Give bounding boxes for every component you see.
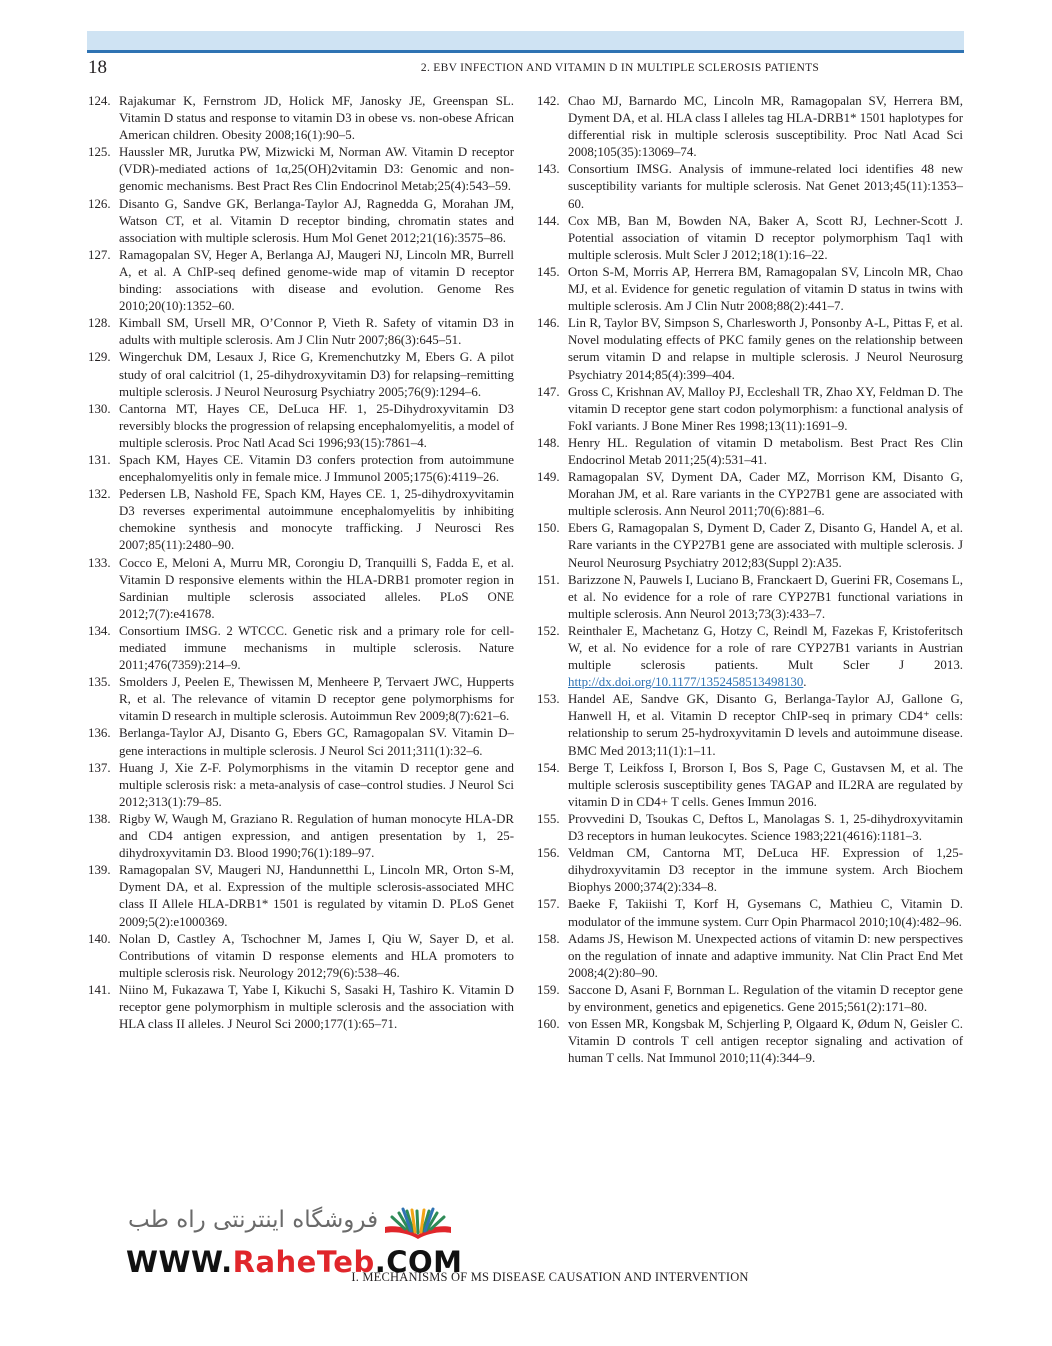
reference-number: 149.: [537, 470, 560, 485]
reference-entry: [88, 247, 514, 315]
reference-text: Haussler MR, Jurutka PW, Mizwicki M, Norman AW. Vitamin D receptor (VDR)-mediated actions of 1α,25(OH)2vitamin D3: Genomic and non-genomic mechanisms. Best Pract Res Clin Endocrinol Metab;25(4):543–59.: [119, 145, 514, 194]
reference-text: Baeke F, Takiishi T, Korf H, Gysemans C, Mathieu C, Vitamin D. modulator of the immune system. Curr Opin Pharmacol 2010;10(4):482–96.: [568, 897, 963, 929]
reference-number: 150.: [537, 521, 560, 536]
header-band: [87, 31, 964, 51]
reference-text: Chao MJ, Barnardo MC, Lincoln MR, Ramagopalan SV, Herrera BM, Dyment DA, et al. HLA class I alleles tag HLA-DRB1* 1501 haplotypes for differential risk in multiple sclerosis susceptibility. Proc Natl Acad Sci 2008;105(35):13069–74.: [568, 94, 963, 160]
reference-number: 124.: [88, 94, 111, 108]
reference-entry: [88, 931, 514, 982]
reference-entry: [537, 572, 963, 623]
reference-number: 158.: [537, 931, 560, 946]
reference-entry: [537, 1016, 963, 1067]
reference-entry: [537, 691, 963, 759]
reference-text: Ramagopalan SV, Heger A, Berlanga AJ, Maugeri NJ, Lincoln MR, Burrell A, et al. A ChIP-seq defined genome-wide map of vitamin D receptor binding: associations with disease and evolution. Genome Res 2010;20(10):1352–60.: [119, 247, 514, 314]
reference-number: 126.: [88, 196, 111, 211]
reference-text: Ramagopalan SV, Maugeri NJ, Handunnetthi L, Lincoln MR, Orton S-M, Dyment DA, et al. Expression of the multiple sclerosis-associated MHC class II Allele HLA-DRB1* 1501 is regulated by vitamin D. PLoS Genet 2009;5(2):e1000369.: [119, 863, 514, 929]
reference-entry: [537, 896, 963, 930]
reference-number: 129.: [88, 350, 111, 365]
reference-text: von Essen MR, Kongsbak M, Schjerling P, Olgaard K, Ødum N, Geisler C. Vitamin D controls T cell antigen receptor signaling and activation of human T cells. Nat Immunol 2010;11(4):344–9.: [568, 1017, 963, 1066]
reference-number: 138.: [88, 811, 111, 826]
reference-text: Reinthaler E, Machetanz G, Hotzy C, Reindl M, Fazekas F, Kristoferitsch W, et al. No evidence for a role of rare CYP27B1 variants in Austrian multiple sclerosis patients. Mult Scler J 2013. http://dx.doi.org/10.1177/1352458513498130.: [568, 623, 963, 690]
reference-entry: [88, 862, 514, 930]
reference-text: Kimball SM, Ursell MR, O’Connor P, Vieth R. Safety of vitamin D3 in adults with multiple sclerosis. Am J Clin Nutr 2007;86(3):645–51.: [119, 316, 514, 348]
reference-entry: [88, 349, 514, 400]
reference-text: Huang J, Xie Z-F. Polymorphisms in the vitamin D receptor gene and multiple sclerosis risk: a meta-analysis of case–control studies. J Neurol Sci 2012;313(1):79–85.: [119, 760, 514, 809]
reference-entry: [537, 469, 963, 520]
doi-link[interactable]: http://dx.doi.org/10.1177/1352458513498130: [568, 675, 804, 690]
reference-text: Rajakumar K, Fernstrom JD, Holick MF, Janosky JE, Greenspan SL. Vitamin D status and response to vitamin D3 in obese vs. non-obese African American children. Obesity 2008;16(1):90–5.: [119, 94, 514, 143]
reference-text: Ramagopalan SV, Dyment DA, Cader MZ, Morrison KM, Disanto G, Morahan JM, et al. Rare variants in the CYP27B1 gene are associated with multiple sclerosis. Ann Neurol 2011;70(6):881–6.: [568, 470, 963, 519]
reference-number: 146.: [537, 316, 560, 331]
reference-entry: [537, 760, 963, 811]
reference-text: Cocco E, Meloni A, Murru MR, Corongiu D, Tranquilli S, Fadda E, et al. Vitamin D responsive elements within the HLA-DRB1 promoter region in Sardinian multiple sclerosis associated alleles. PLoS ONE 2012;7(7):e41678.: [119, 555, 514, 621]
reference-text: Rigby W, Waugh M, Graziano R. Regulation of human monocyte HLA-DR and CD4 antigen expression, and antigen presentation by 1, 25-dihydroxyvitamin D3. Blood 1990;76(1):189–97.: [119, 811, 514, 861]
reference-number: 151.: [537, 572, 560, 587]
reference-number: 160.: [537, 1017, 560, 1032]
reference-number: 159.: [537, 982, 560, 997]
reference-entry: [88, 401, 514, 452]
reference-text: Handel AE, Sandve GK, Disanto G, Berlanga-Taylor AJ, Gallone G, Hanwell H, et al. Vitamin D receptor ChIP-seq in primary CD4⁺ cells: relationship to serum 25-hydroxyvitamin D levels and autoimmune disease. BMC Med 2013;11(1):1–11.: [568, 692, 963, 758]
reference-text: Niino M, Fukazawa T, Yabe I, Kikuchi S, Sasaki H, Tashiro K. Vitamin D receptor gene polymorphism in multiple sclerosis and the association with HLA class II alleles. J Neurol Sci 2000;177(1):65–71.: [119, 982, 514, 1032]
reference-entry: [537, 845, 963, 896]
reference-number: 157.: [537, 897, 560, 912]
reference-text: Berge T, Leikfoss I, Brorson I, Bos S, Page C, Gustavsen M, et al. The multiple sclerosis susceptibility genes TAGAP and IL2RA are regulated by vitamin D in CD4+ T cells. Genes Immun 2016.: [568, 760, 963, 809]
reference-entry: [537, 384, 963, 435]
reference-text: Consortium IMSG. 2 WTCCC. Genetic risk and a primary role for cell-mediated immune mechanisms in multiple sclerosis. Nature 2011;476(7359):214–9.: [119, 623, 514, 673]
reference-entry: [537, 931, 963, 982]
reference-entry: [537, 623, 963, 691]
reference-number: 137.: [88, 760, 111, 775]
doi-suffix: .: [803, 675, 807, 690]
reference-entry: [537, 213, 963, 264]
doi-line: [568, 675, 807, 689]
reference-number: 134.: [88, 623, 111, 638]
reference-number: 152.: [537, 623, 560, 638]
reference-entry: [88, 555, 514, 623]
reference-text: Consortium IMSG. Analysis of immune-related loci identifies 48 new susceptibility variants for multiple sclerosis. Nat Genet 2013;45(11):1353–60.: [568, 162, 963, 211]
watermark-persian-text: فروشگاه اینترنتی راه طب: [128, 1207, 379, 1233]
reference-text: Provvedini D, Tsoukas C, Deftos L, Manolagas S. 1, 25-dihydroxyvitamin D3 receptors in human leukocytes. Science 1983;221(4616):1181–3.: [568, 811, 963, 844]
watermark-tld: .COM: [374, 1245, 463, 1279]
reference-number: 136.: [88, 726, 111, 741]
reference-text: Berlanga-Taylor AJ, Disanto G, Ebers GC, Ramagopalan SV. Vitamin D–gene interactions in multiple sclerosis. J Neurol Sci 2011;311(1):32–6.: [119, 726, 514, 758]
reference-entry: [88, 452, 514, 486]
reference-text: Henry HL. Regulation of vitamin D metabolism. Best Pract Res Clin Endocrinol Metab 2011;25(4):531–41.: [568, 435, 963, 467]
reference-entry: [537, 982, 963, 1016]
reference-entry: [537, 811, 963, 845]
reference-text: Lin R, Taylor BV, Simpson S, Charlesworth J, Ponsonby A-L, Pittas F, et al. Novel modulating effects of PKC family genes on the relationship between serum vitamin D and relapse in multiple sclerosis. J Neurol Neurosurg Psychiatry 2014;85(4):399–404.: [568, 316, 963, 382]
reference-text: Nolan D, Castley A, Tschochner M, James I, Qiu W, Sayer D, et al. Contributions of vitamin D response elements and HLA promoters to multiple sclerosis risk. Neurology 2012;79(6):538–46.: [119, 931, 514, 980]
reference-text: Barizzone N, Pauwels I, Luciano B, Franckaert D, Guerini FR, Cosemans L, et al. No evidence for a role of rare CYP27B1 functional variations in multiple sclerosis. Ann Neurol 2013;73(3):433–7.: [568, 572, 963, 621]
reference-text: Cantorna MT, Hayes CE, DeLuca HF. 1, 25-Dihydroxyvitamin D3 reversibly blocks the progression of relapsing encephalomyelitis, a model of multiple sclerosis. Proc Natl Acad Sci 1996;93(15):7861–4.: [119, 401, 514, 450]
book-logo-icon: [383, 1205, 453, 1241]
reference-number: 140.: [88, 931, 111, 946]
reference-entry: [88, 623, 514, 674]
reference-text: Pedersen LB, Nashold FE, Spach KM, Hayes CE. 1, 25-dihydroxyvitamin D3 reverses experimental autoimmune encephalomyelitis by inhibiting chemokine synthesis and monocyte trafficking. J Neurosci Res 2007;85(11):2480–90.: [119, 487, 514, 553]
reference-text: Saccone D, Asani F, Bornman L. Regulation of the vitamin D receptor gene by environment, genetics and epigenetics. Gene 2015;561(2):171–80.: [568, 982, 963, 1014]
reference-number: 154.: [537, 760, 560, 775]
reference-number: 143.: [537, 162, 560, 177]
reference-number: 156.: [537, 846, 560, 861]
reference-number: 125.: [88, 145, 111, 160]
reference-number: 132.: [88, 487, 111, 502]
reference-text: Gross C, Krishnan AV, Malloy PJ, Eccleshall TR, Zhao XY, Feldman D. The vitamin D receptor gene start codon polymorphism: a functional analysis of FokI variants. J Bone Miner Res 1998;13(11):1691–9.: [568, 384, 963, 433]
header-rule: [87, 50, 964, 53]
reference-text: Wingerchuk DM, Lesaux J, Rice G, Kremenchutzky M, Ebers G. A pilot study of oral calcitriol (1, 25-dihydroxyvitamin D3) for relapsing–remitting multiple sclerosis. J Neurol Neurosurg Psychiatry 2005;76(9):1294–6.: [119, 350, 514, 399]
reference-number: 135.: [88, 675, 111, 690]
reference-number: 145.: [537, 264, 560, 279]
reference-entry: [88, 982, 514, 1033]
reference-number: 147.: [537, 384, 560, 399]
reference-entry: [88, 486, 514, 554]
reference-number: 139.: [88, 863, 111, 878]
reference-entry: [88, 93, 514, 144]
reference-text: Disanto G, Sandve GK, Berlanga-Taylor AJ, Ragnedda G, Morahan JM, Watson CT, et al. Vitamin D receptor binding, chromatin states and association with multiple sclerosis. Hum Mol Genet 2012;21(16):3575–86.: [119, 196, 514, 245]
reference-number: 127.: [88, 247, 111, 262]
reference-number: 153.: [537, 692, 560, 707]
watermark-www: WWW.: [126, 1245, 233, 1279]
watermark-name: RaheTeb: [232, 1245, 375, 1279]
reference-number: 155.: [537, 811, 560, 826]
reference-number: 142.: [537, 94, 560, 108]
reference-number: 133.: [88, 555, 111, 570]
reference-entry: [537, 93, 963, 161]
running-head: 2. EBV INFECTION AND VITAMIN D IN MULTIPLE SCLEROSIS PATIENTS: [420, 62, 820, 74]
reference-entry: [537, 520, 963, 571]
footer-part-title: I. MECHANISMS OF MS DISEASE CAUSATION AND INTERVENTION: [351, 1270, 749, 1284]
reference-entry: [537, 264, 963, 315]
reference-number: 128.: [88, 316, 111, 331]
reference-entry: [88, 725, 514, 759]
reference-entry: [88, 811, 514, 862]
references-left-column: [88, 93, 514, 1033]
reference-text: Spach KM, Hayes CE. Vitamin D3 confers protection from autoimmune encephalomyelitis only in female mice. J Immunol 2005;175(6):4119–26.: [119, 452, 514, 485]
reference-entry: [88, 196, 514, 247]
reference-number: 141.: [88, 982, 111, 997]
reference-entry: [88, 674, 514, 725]
reference-text: Cox MB, Ban M, Bowden NA, Baker A, Scott RJ, Lechner-Scott J. Potential association of vitamin D receptor polymorphism Taq1 with multiple sclerosis. Mult Scler J 2012;18(1):16–22.: [568, 213, 963, 262]
page-number: 18: [88, 57, 107, 78]
reference-entry: [537, 161, 963, 212]
reference-text: Adams JS, Hewison M. Unexpected actions of vitamin D: new perspectives on the regulation of innate and adaptive immunity. Nat Clin Pract End Met 2008;4(2):80–90.: [568, 931, 963, 980]
reference-text: Veldman CM, Cantorna MT, DeLuca HF. Expression of 1,25-dihydroxyvitamin D3 receptor in the immune system. Arch Biochem Biophys 2000;374(2):334–8.: [568, 846, 963, 895]
reference-text: Orton S-M, Morris AP, Herrera BM, Ramagopalan SV, Lincoln MR, Chao MJ, et al. Evidence for genetic regulation of vitamin D status in twins with multiple sclerosis. Am J Clin Nutr 2008;88(2):441–7.: [568, 264, 963, 314]
reference-number: 148.: [537, 435, 560, 450]
reference-entry: [88, 144, 514, 195]
reference-entry: [537, 435, 963, 469]
reference-entry: [88, 760, 514, 811]
reference-entry: [88, 315, 514, 349]
reference-text: Smolders J, Peelen E, Thewissen M, Menheere P, Tervaert JWC, Hupperts R, et al. The relevance of vitamin D receptor gene polymorphisms for vitamin D research in multiple sclerosis. Autoimmun Rev 2009;8(7):621–6.: [119, 675, 514, 724]
reference-number: 144.: [537, 213, 560, 228]
reference-number: 130.: [88, 401, 111, 416]
references-right-column: [537, 93, 963, 1067]
reference-entry: [537, 315, 963, 383]
reference-number: 131.: [88, 452, 111, 467]
reference-text: Ebers G, Ramagopalan S, Dyment D, Cader Z, Disanto G, Handel A, et al. Rare variants in the CYP27B1 gene are associated with multiple sclerosis. J Neurol Neurosurg Psychiatry 2012;83(Suppl 2):A35.: [568, 521, 963, 570]
